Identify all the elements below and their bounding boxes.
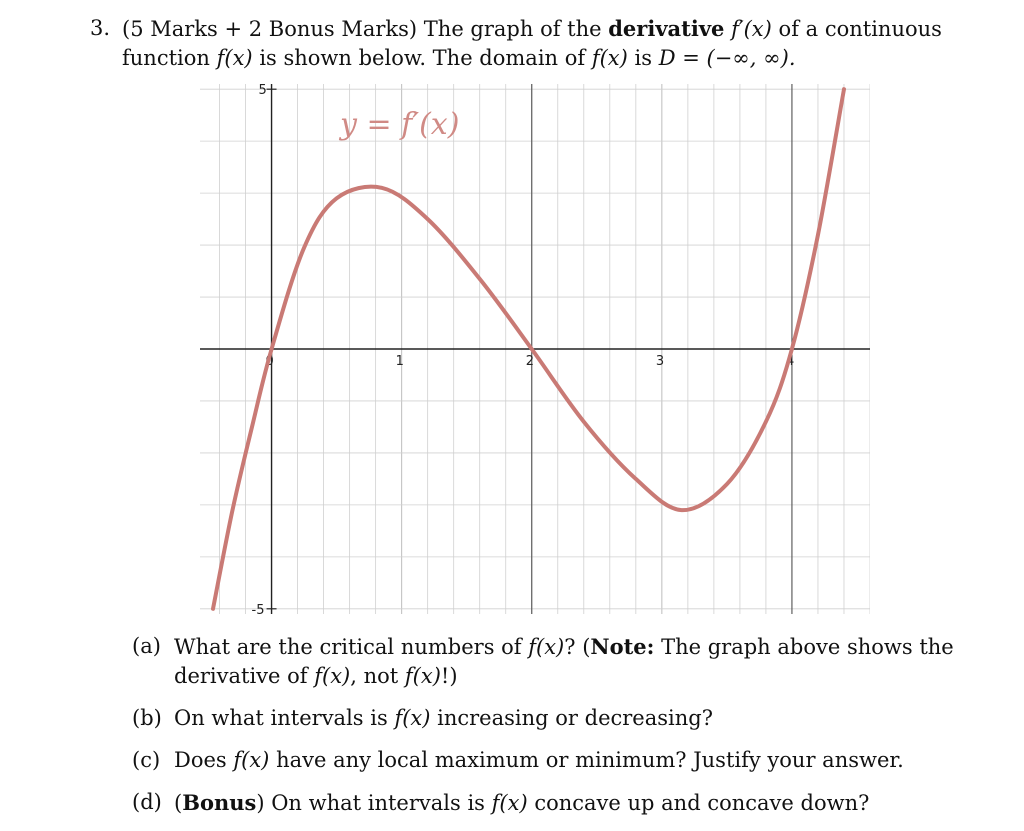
problem-line-2 (122, 44, 960, 73)
problem-line-1 (122, 14, 960, 44)
part-c-math-1: f(x) (233, 748, 270, 772)
problem-line2-c: is (634, 46, 653, 70)
part-a-note: Note: (590, 634, 655, 659)
part-a-math-3: f(x) (404, 664, 441, 688)
part-d: (d) (Bonus) On what intervals is f(x) concave up and concave down? (132, 790, 870, 815)
problem-statement (90, 14, 960, 73)
part-c-label: (c) (132, 748, 161, 772)
x-tick-label: 0 (265, 354, 274, 369)
part-a (132, 632, 962, 691)
question-parts (132, 632, 962, 831)
y-tick-label: 5 (258, 84, 267, 99)
x-tick-label: 1 (395, 354, 404, 369)
part-b-text-2: increasing or decreasing? (437, 706, 713, 730)
part-a-label: (a) (132, 634, 161, 658)
part-b-math-1: f(x) (394, 706, 431, 730)
part-c-text-1: Does (174, 748, 227, 772)
part-d-text-1: On what intervals is (271, 791, 485, 815)
part-b (132, 704, 962, 733)
part-a-math-1: f(x) (528, 635, 565, 659)
x-tick-label: 3 (655, 354, 665, 369)
part-d-bonus: Bonus (182, 790, 257, 815)
part-a-text-6: !) (440, 664, 458, 688)
part-a-text-3: The graph above shows the (654, 635, 954, 659)
x-tick-label: 2 (525, 354, 535, 369)
math-fprime: f′(x) (731, 17, 772, 41)
axes (200, 84, 870, 614)
math-fx-2: f(x) (591, 46, 628, 70)
part-a-text-4: derivative of (174, 664, 308, 688)
part-c (132, 746, 962, 775)
problem-number: 3. (90, 16, 111, 40)
problem-line2-a: function (122, 46, 210, 70)
part-b-text-1: On what intervals is (174, 706, 388, 730)
part-c-text-2: have any local maximum or minimum? Justify your answer. (276, 748, 904, 772)
problem-marks: (5 Marks + 2 Bonus Marks) (122, 17, 418, 41)
part-a-text-5: , not (350, 664, 399, 688)
part-a-text-2: ? ( (564, 635, 591, 659)
part-b-label: (b) (132, 706, 162, 730)
problem-bold-word: derivative (608, 16, 725, 41)
function-label: y = f′(x) (340, 107, 460, 142)
part-d-math-1: f(x) (491, 791, 528, 815)
problem-text-b: of a continuous (778, 17, 942, 41)
problem-text-a: The graph of the (423, 17, 602, 41)
math-fx: f(x) (216, 46, 253, 70)
y-tick-label: -5 (251, 602, 265, 614)
math-domain: D = (−∞, ∞). (658, 46, 796, 70)
problem-line2-b: is shown below. The domain of (259, 46, 586, 70)
part-d-label: (d) (132, 790, 162, 814)
part-a-math-2: f(x) (314, 664, 351, 688)
part-a-text-1: What are the critical numbers of (174, 635, 522, 659)
part-d-text-2: concave up and concave down? (534, 791, 870, 815)
derivative-graph (200, 84, 870, 614)
x-tick-label: 4 (785, 354, 795, 369)
